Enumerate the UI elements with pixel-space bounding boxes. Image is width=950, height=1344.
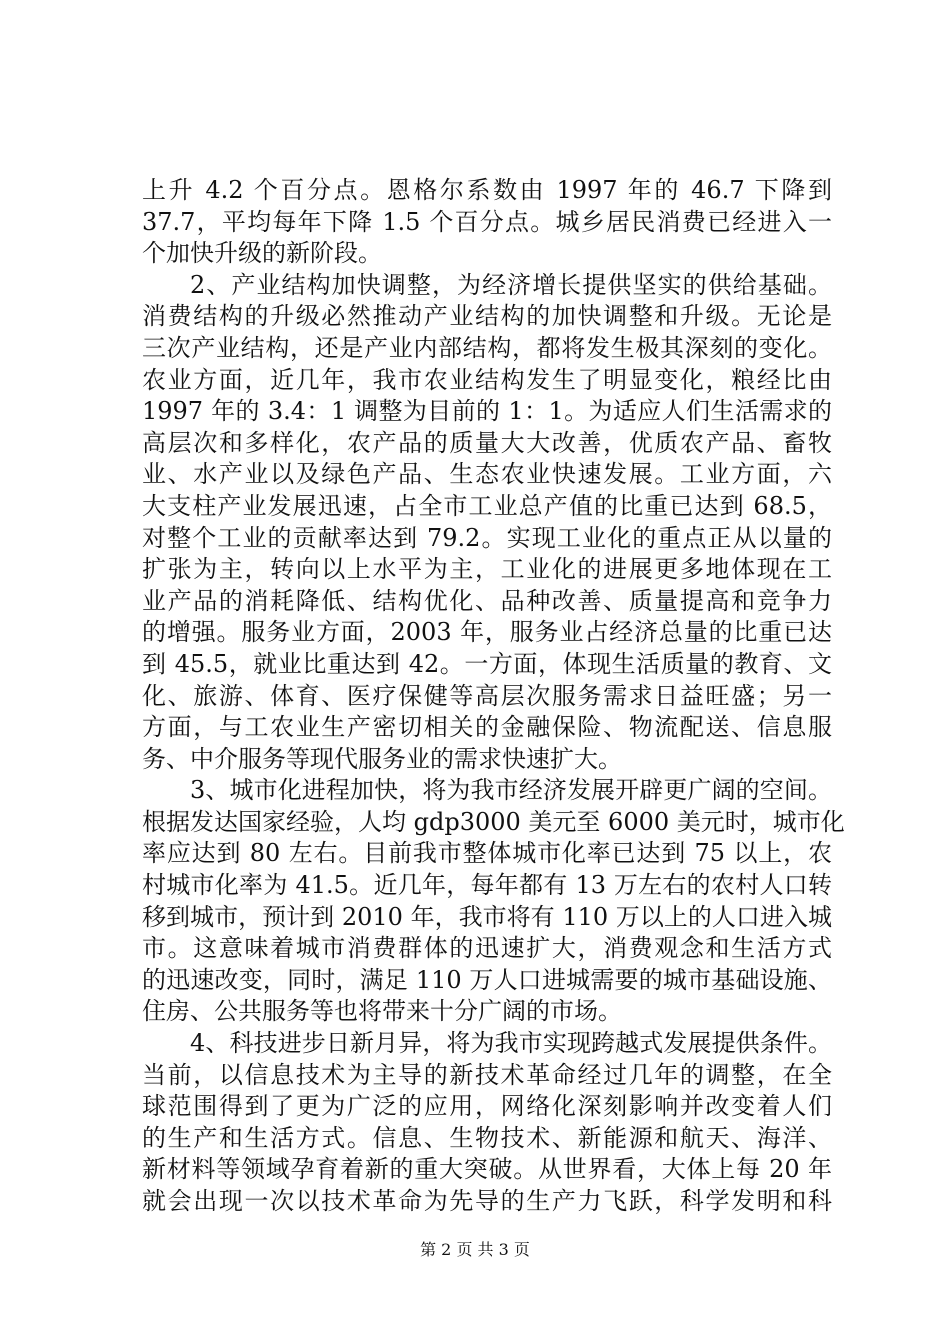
text-line: 新材料等领域孕育着新的重大突破。从世界看，大体上每 20 年 (142, 1155, 832, 1184)
text-line: 就会出现一次以技术革命为先导的生产力飞跃，科学发明和科 (142, 1187, 832, 1215)
text-line: 到 45.5，就业比重达到 42。一方面，体现生活质量的教育、文 (142, 649, 832, 678)
text-line: 方面，与工农业生产密切相关的金融保险、物流配送、信息服 (142, 713, 832, 742)
text-line: 高层次和多样化，农产品的质量大大改善，优质农产品、畜牧 (142, 428, 832, 457)
text-line: 的迅速改变，同时，满足 110 万人口进城需要的城市基础设施、 (142, 965, 832, 994)
document-body (142, 175, 845, 1218)
text-line: 个加快升级的新阶段。 (142, 239, 382, 268)
text-line: 务、中介服务等现代服务业的需求快速扩大。 (142, 744, 622, 773)
text-line: 上升 4.2 个百分点。恩格尔系数由 1997 年的 46.7 下降到 (142, 176, 832, 204)
text-line: 大支柱产业发展迅速，占全市工业总产值的比重已达到 68.5， (142, 491, 832, 520)
text-line: 业、水产业以及绿色产品、生态农业快速发展。工业方面，六 (142, 460, 832, 489)
text-line: 率应达到 80 左右。目前我市整体城市化率已达到 75 以上，农 (142, 839, 832, 868)
text-line: 移到城市，预计到 2010 年，我市将有 110 万以上的人口进入城 (142, 902, 832, 931)
text-line: 化、旅游、体育、医疗保健等高层次服务需求日益旺盛；另一 (142, 681, 832, 710)
text-line: 1997 年的 3.4：1 调整为目前的 1：1。为适应人们生活需求的 (142, 397, 832, 426)
text-line: 市。这意味着城市消费群体的迅速扩大，消费观念和生活方式 (142, 934, 832, 963)
page-footer (0, 1240, 950, 1260)
text-line: 三次产业结构，还是产业内部结构，都将发生极其深刻的变化。 (142, 333, 832, 362)
text-line: 对整个工业的贡献率达到 79.2。实现工业化的重点正从以量的 (142, 523, 832, 552)
text-line: 村城市化率为 41.5。近几年，每年都有 13 万左右的农村人口转 (142, 871, 832, 900)
text-line: 根据发达国家经验，人均 gdp3000 美元至 6000 美元时，城市化 (142, 807, 845, 836)
page-number: 第 2 页 共 3 页 (420, 1240, 530, 1259)
text-line: 当前，以信息技术为主导的新技术革命经过几年的调整，在全 (142, 1060, 832, 1089)
section-heading-line: 4、科技进步日新月异，将为我市实现跨越式发展提供条件。 (190, 1029, 832, 1058)
text-line: 球范围得到了更为广泛的应用，网络化深刻影响并改变着人们 (142, 1092, 832, 1121)
text-line: 住房、公共服务等也将带来十分广阔的市场。 (142, 997, 622, 1026)
text-line: 的生产和生活方式。信息、生物技术、新能源和航天、海洋、 (142, 1123, 832, 1152)
text-line: 消费结构的升级必然推动产业结构的加快调整和升级。无论是 (142, 302, 832, 331)
text-line: 37.7，平均每年下降 1.5 个百分点。城乡居民消费已经进入一 (142, 207, 832, 236)
section-heading-line: 3、城市化进程加快，将为我市经济发展开辟更广阔的空间。 (190, 776, 832, 805)
text-line: 农业方面，近几年，我市农业结构发生了明显变化，粮经比由 (142, 365, 832, 394)
text-line: 的增强。服务业方面，2003 年，服务业占经济总量的比重已达 (142, 618, 832, 647)
text-line: 业产品的消耗降低、结构优化、品种改善、质量提高和竞争力 (142, 586, 832, 615)
text-line: 扩张为主，转向以上水平为主，工业化的进展更多地体现在工 (142, 555, 832, 584)
section-heading-line: 2、产业结构加快调整，为经济增长提供坚实的供给基础。 (190, 270, 832, 299)
